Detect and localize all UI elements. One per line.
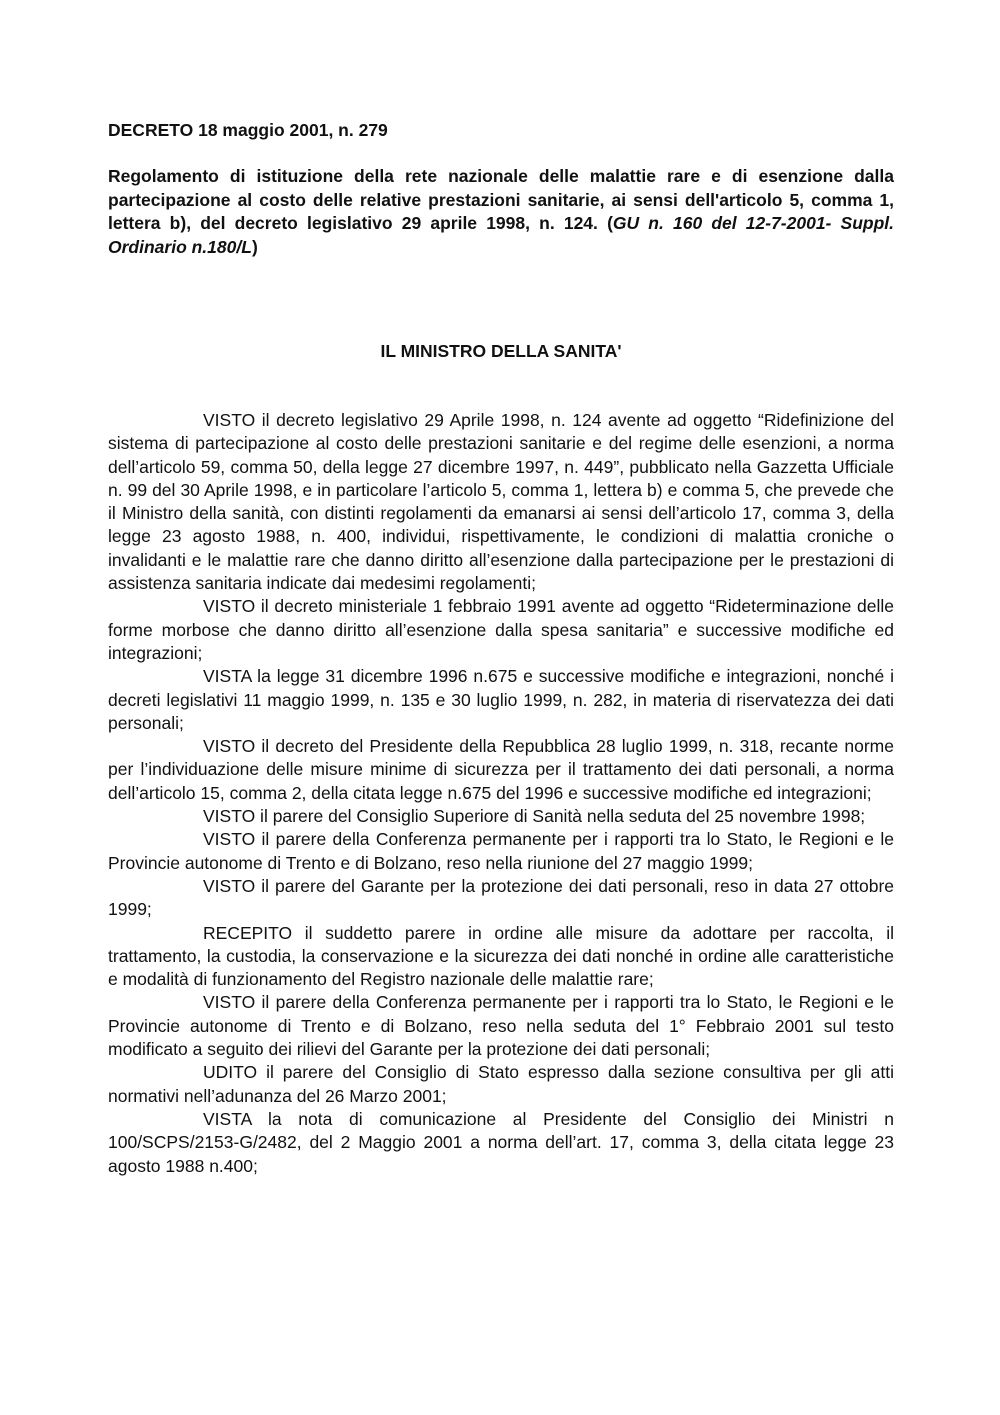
decree-title: DECRETO 18 maggio 2001, n. 279 bbox=[108, 120, 388, 140]
preamble-paragraph: VISTO il decreto legislativo 29 Aprile 1998, n. 124 avente ad oggetto “Ridefinizione del sistema di partecipazione al costo delle prestazioni sanitarie e del regime delle esenzioni, a norma dell’articolo 59, comma 50, della legge 27 dicembre 1997, n. 449”, pubblicato nella Gazzetta Ufficiale n. 99 del 30 Aprile 1998, e in particolare l’articolo 5, comma 1, lettera b) e comma 5, che prevede che il Ministro della sanità, con distinti regolamenti da emanarsi ai sensi dell’articolo 17, comma 3, della legge 23 agosto 1988, n. 400, individui, rispettivamente, le condizioni di malattia croniche o invalidanti e le malattie rare che danno diritto all’esenzione dalla partecipazione per le prestazioni di assistenza sanitaria indicate dai medesimi regolamenti; bbox=[108, 410, 894, 594]
preamble-paragraph: VISTO il parere della Conferenza permanente per i rapporti tra lo Stato, le Regioni e le Provincie autonome di Trento e di Bolzano, reso nella riunione del 27 maggio 1999; bbox=[108, 829, 894, 873]
gazette-open-paren: ( bbox=[607, 213, 613, 234]
preamble-paragraph: UDITO il parere del Consiglio di Stato espresso dalla sezione consultiva per gli atti normativi nell’adunanza del 26 Marzo 2001; bbox=[108, 1062, 894, 1106]
preamble-paragraph: VISTO il parere del Consiglio Superiore di Sanità nella seduta del 25 novembre 1998; bbox=[203, 806, 866, 827]
preamble-paragraph: VISTO il decreto ministeriale 1 febbraio 1991 avente ad oggetto “Rideterminazione delle forme morbose che danno diritto all’esenzione dalla spesa sanitaria” e successive modifiche ed integrazioni; bbox=[108, 596, 894, 663]
issuer-heading: IL MINISTRO DELLA SANITA' bbox=[380, 341, 622, 361]
preamble bbox=[108, 409, 894, 1178]
preamble-paragraph: VISTO il decreto del Presidente della Repubblica 28 luglio 1999, n. 318, recante norme per l’individuazione delle misure minime di sicurezza per il trattamento dei dati personali, a norma dell’articolo 15, comma 2, della citata legge n.675 del 1996 e successive modifiche ed integrazioni; bbox=[108, 736, 894, 803]
gazette-close-paren: ) bbox=[251, 236, 258, 257]
subtitle-text: Regolamento di istituzione della rete nazionale delle malattie rare e di esenzione dalla partecipazione al costo delle relative prestazioni sanitarie, ai sensi dell'articolo 5, comma 1, lettera b), del decreto legislativo 29 aprile 1998, n. 124. bbox=[108, 166, 894, 234]
preamble-paragraph: VISTO il parere della Conferenza permanente per i rapporti tra lo Stato, le Regioni e le Provincie autonome di Trento e di Bolzano, reso nella seduta del 1° Febbraio 2001 sul testo modificato a seguito dei rilievi del Garante per la protezione dei dati personali; bbox=[108, 992, 894, 1060]
preamble-paragraph: VISTO il parere del Garante per la protezione dei dati personali, reso in data 27 ottobre 1999; bbox=[108, 875, 894, 920]
preamble-paragraph: VISTA la nota di comunicazione al Presidente del Consiglio dei Ministri n 100/SCPS/2153-G/2482, del 2 Maggio 2001 a norma dell’art. 17, comma 3, della citata legge 23 agosto 1988 n.400; bbox=[108, 1108, 894, 1176]
preamble-paragraph: RECEPITO il suddetto parere in ordine alle misure da adottare per raccolta, il trattamento, la custodia, la conservazione e la sicurezza dei dati nonché in ordine alle caratteristiche e modalità di funzionamento del Registro nazionale delle malattie rare; bbox=[108, 922, 894, 990]
preamble-paragraph: VISTA la legge 31 dicembre 1996 n.675 e successive modifiche e integrazioni, nonché i decreti legislativi 11 maggio 1999, n. 135 e 30 luglio 1999, n. 282, in materia di riservatezza dei dati personali; bbox=[108, 666, 894, 733]
gazette-reference: GU n. 160 del 12-7-2001- Suppl. Ordinario n.180/L bbox=[108, 213, 894, 257]
decree-subtitle bbox=[108, 165, 894, 259]
